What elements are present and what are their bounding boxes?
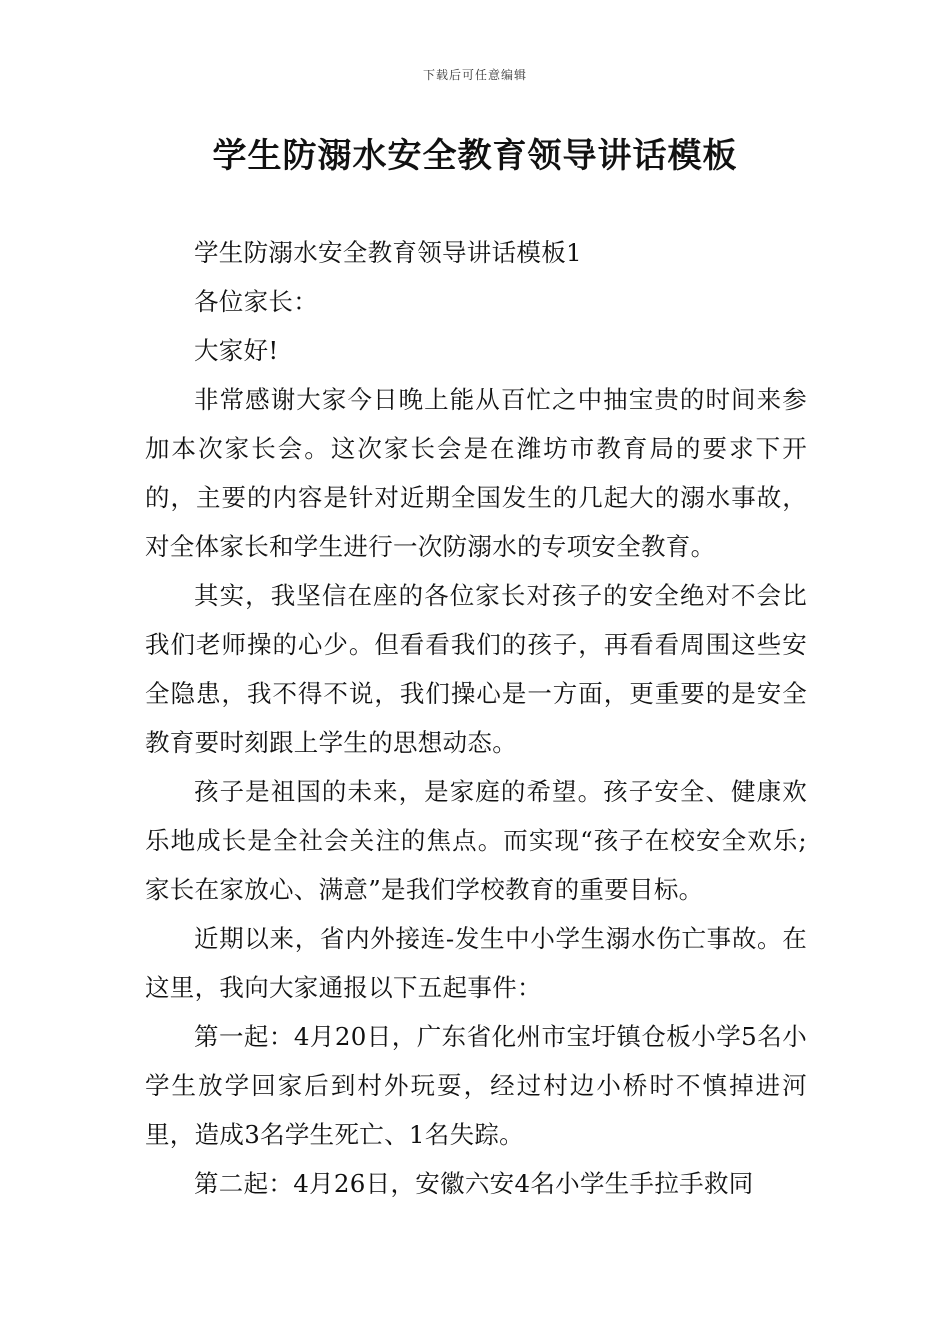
paragraph: 非常感谢大家今日晚上能从百忙之中抽宝贵的时间来参加本次家长会。这次家长会是在潍坊市教育局的要求下开的，主要的内容是针对近期全国发生的几起大的溺水事故，对全体家长和学生进行一次防溺水的专项安全教育。 — [145, 385, 807, 561]
paragraph: 孩子是祖国的未来，是家庭的希望。孩子安全、健康欢乐地成长是全社会关注的焦点。而实现“孩子在校安全欢乐;家长在家放心、满意”是我们学校教育的重要目标。 — [145, 777, 807, 904]
header-note: 下载后可任意编辑 — [422, 68, 527, 82]
paragraph-subtitle: 学生防溺水安全教育领导讲话模板1 — [194, 238, 582, 267]
paragraph: 第一起：4月20日，广东省化州市宝圩镇仓板小学5名小学生放学回家后到村外玩耍，经过村边小桥时不慎掉进河里，造成3名学生死亡、1名失踪。 — [145, 1022, 807, 1149]
paragraph: 第二起：4月26日，安徽六安4名小学生手拉手救同 — [194, 1169, 754, 1198]
paragraph: 其实，我坚信在座的各位家长对孩子的安全绝对不会比我们老师操的心少。但看看我们的孩子，再看看周围这些安全隐患，我不得不说，我们操心是一方面，更重要的是安全教育要时刻跟上学生的思想动态。 — [145, 581, 807, 757]
document-title: 学生防溺水安全教育领导讲话模板 — [212, 136, 738, 176]
paragraph-salutation: 各位家长： — [194, 287, 318, 316]
paragraph-greeting: 大家好! — [194, 336, 279, 365]
paragraph: 近期以来，省内外接连-发生中小学生溺水伤亡事故。在这里，我向大家通报以下五起事件： — [145, 924, 807, 1002]
document-body — [145, 228, 807, 1208]
